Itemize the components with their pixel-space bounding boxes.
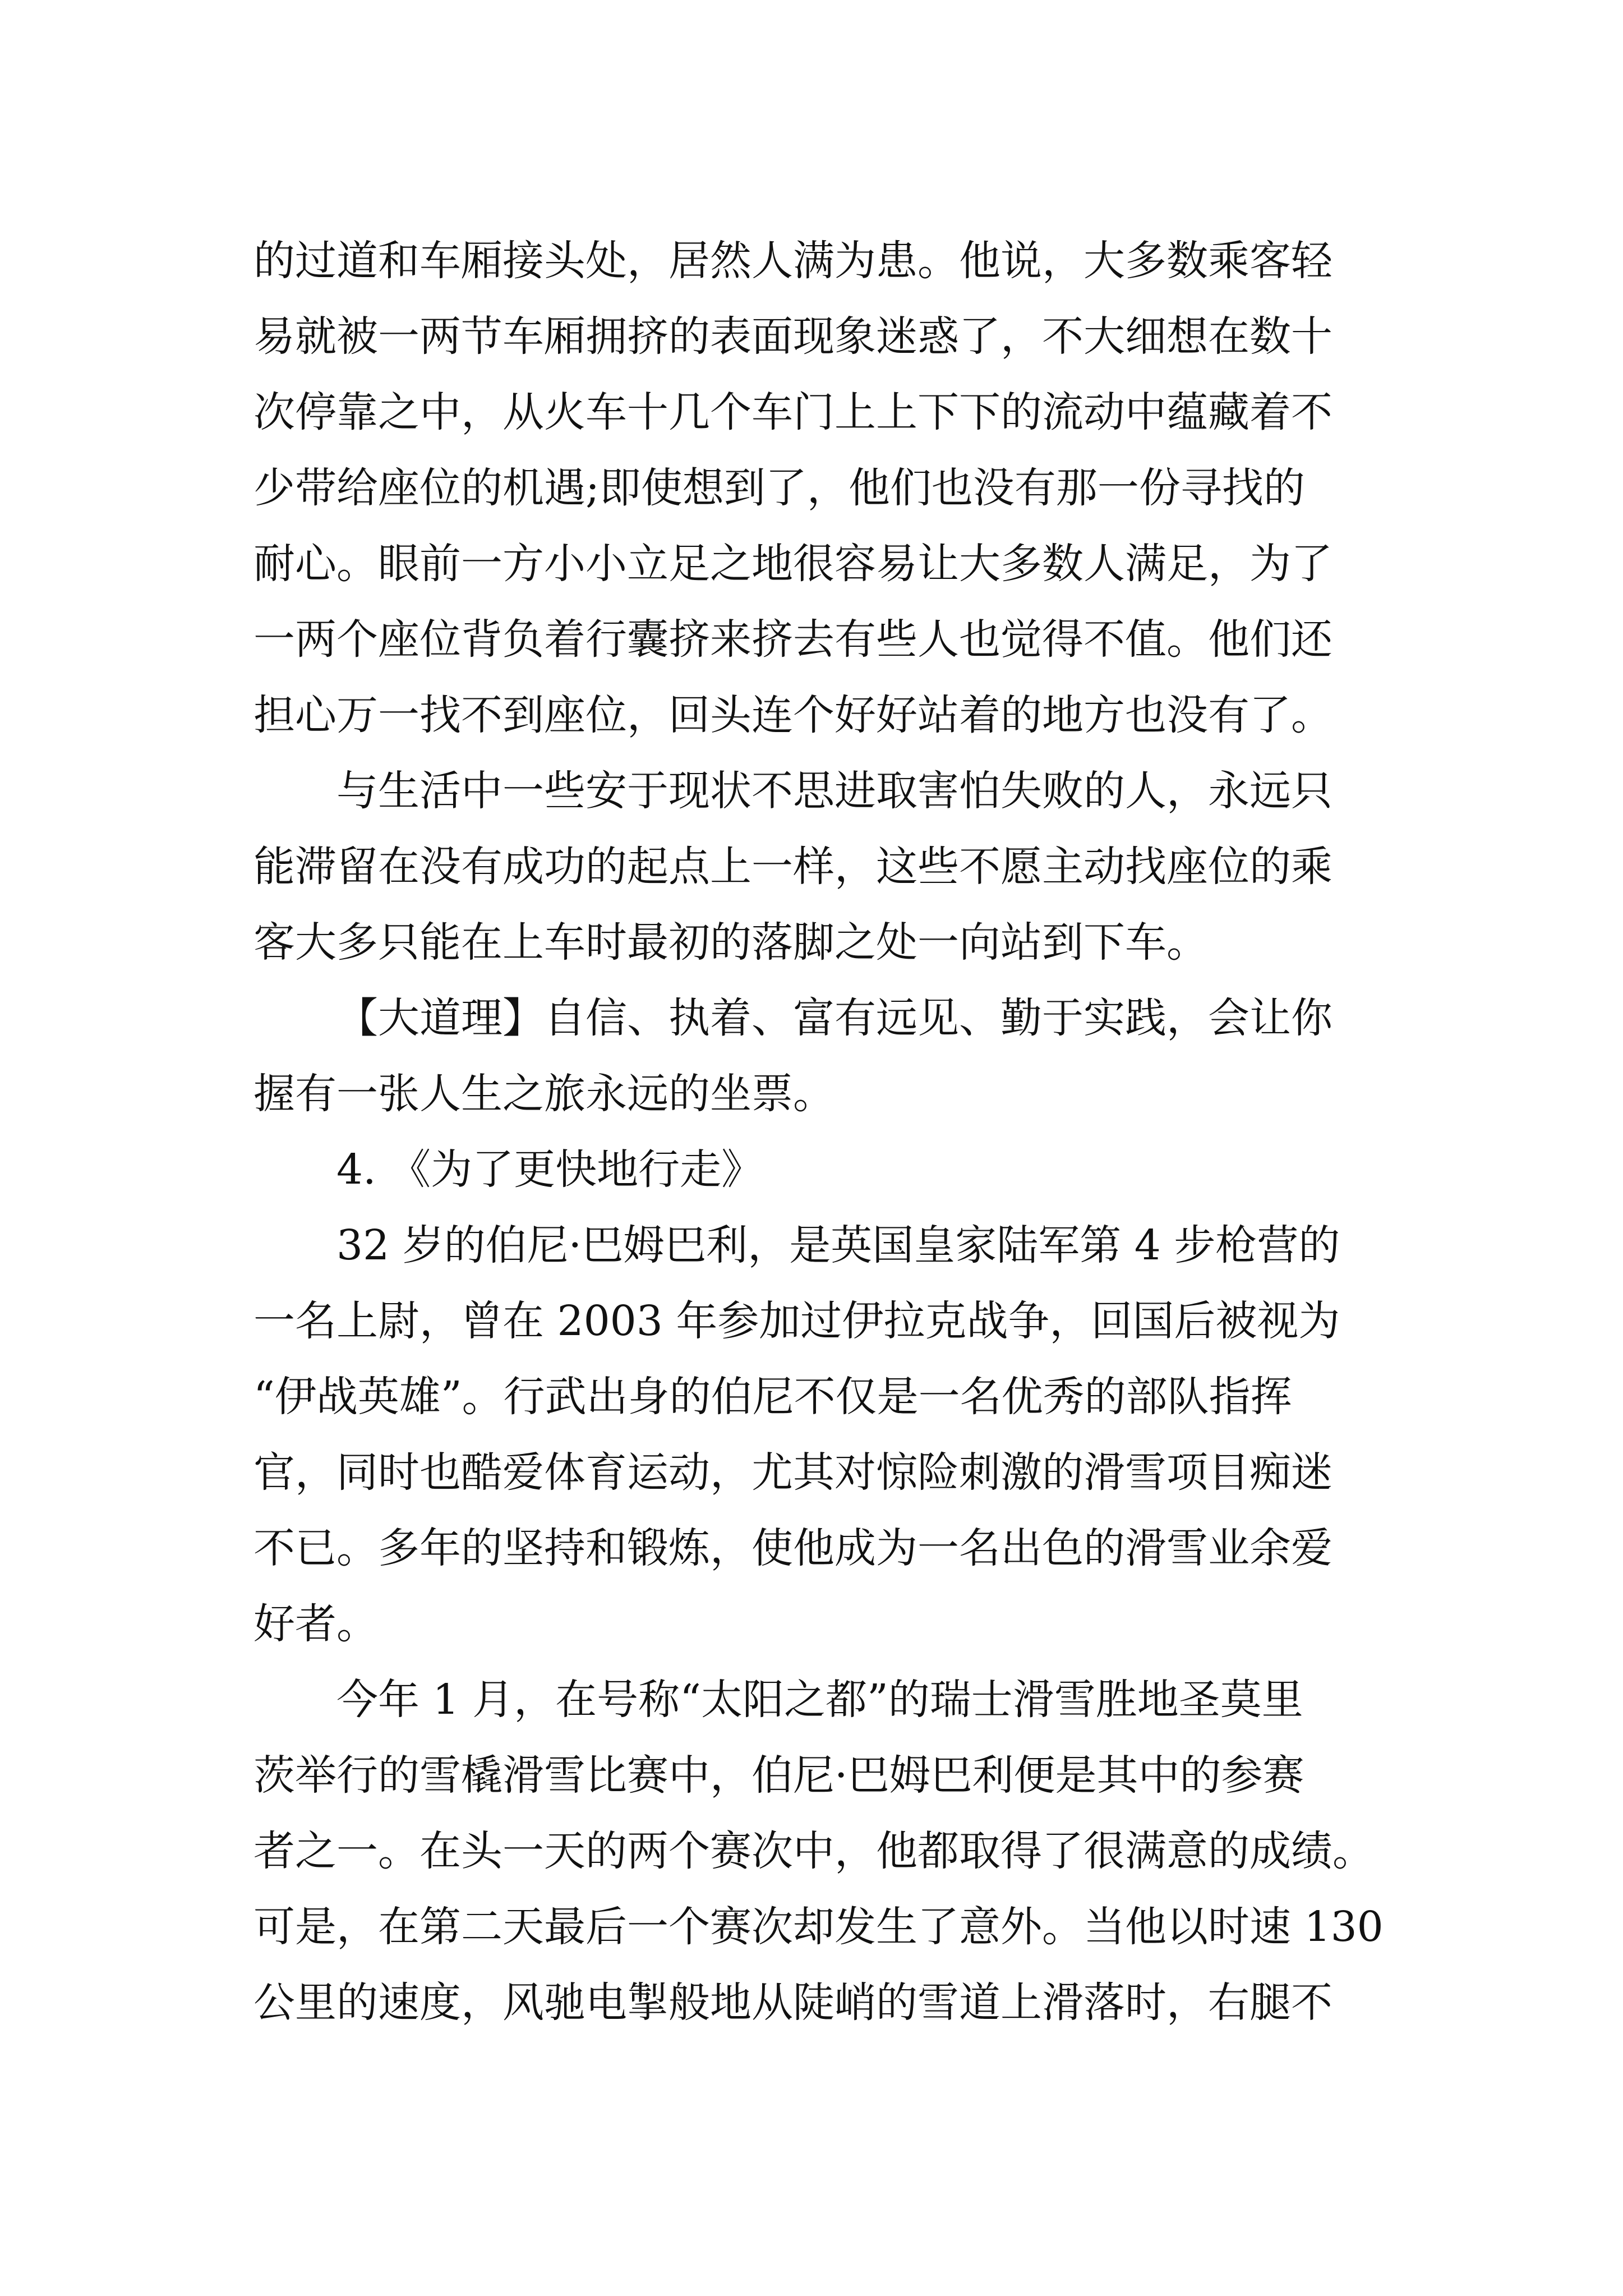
section-heading: 4. 《为了更快地行走》	[336, 1145, 763, 1194]
text-line: 官，同时也酷爱体育运动，尤其对惊险刺激的滑雪项目痴迷	[253, 1448, 1332, 1497]
text-line: 耐心。眼前一方小小立足之地很容易让大多数人满足，为了	[253, 540, 1332, 588]
text-line: 握有一张人生之旅永远的坐票。	[253, 1070, 834, 1118]
text-line: 茨举行的雪橇滑雪比赛中，伯尼·巴姆巴利便是其中的参赛	[253, 1751, 1304, 1800]
text-line: 好者。	[253, 1600, 378, 1648]
text-line: 者之一。在头一天的两个赛次中，他都取得了很满意的成绩。	[253, 1827, 1374, 1875]
text-line: “伊战英雄”。行武出身的伯尼不仅是一名优秀的部队指挥	[253, 1373, 1292, 1421]
document-body	[253, 223, 1384, 2041]
text-line: 少带给座位的机遇;即使想到了，他们也没有那一份寻找的	[253, 464, 1305, 512]
text-line: 能滞留在没有成功的起点上一样，这些不愿主动找座位的乘	[253, 843, 1332, 891]
text-line: 次停靠之中，从火车十几个车门上上下下的流动中蕴藏着不	[253, 388, 1332, 436]
text-line: 担心万一找不到座位，回头连个好好站着的地方也没有了。	[253, 691, 1332, 739]
text-line: 易就被一两节车厢拥挤的表面现象迷惑了，不大细想在数十	[253, 312, 1332, 361]
text-line: 一两个座位背负着行囊挤来挤去有些人也觉得不值。他们还	[253, 615, 1332, 664]
moral-line: 【大道理】自信、执着、富有远见、勤于实践，会让你	[336, 994, 1332, 1042]
paragraph-start-line: 今年 1 月，在号称“太阳之都”的瑞士滑雪胜地圣莫里	[336, 1676, 1303, 1724]
paragraph-start-line: 32 岁的伯尼·巴姆巴利，是英国皇家陆军第 4 步枪营的	[336, 1221, 1340, 1269]
text-line: 客大多只能在上车时最初的落脚之处一向站到下车。	[253, 918, 1208, 967]
text-line: 一名上尉，曾在 2003 年参加过伊拉克战争，回国后被视为	[253, 1297, 1340, 1345]
text-line: 可是，在第二天最后一个赛次却发生了意外。当他以时速 130	[253, 1903, 1384, 1951]
text-line: 不已。多年的坚持和锻炼，使他成为一名出色的滑雪业余爱	[253, 1524, 1332, 1572]
text-line: 的过道和车厢接头处，居然人满为患。他说，大多数乘客轻	[253, 237, 1332, 285]
text-line: 公里的速度，风驰电掣般地从陡峭的雪道上滑落时，右腿不	[253, 1978, 1332, 2027]
paragraph-start-line: 与生活中一些安于现状不思进取害怕失败的人，永远只	[336, 767, 1332, 815]
